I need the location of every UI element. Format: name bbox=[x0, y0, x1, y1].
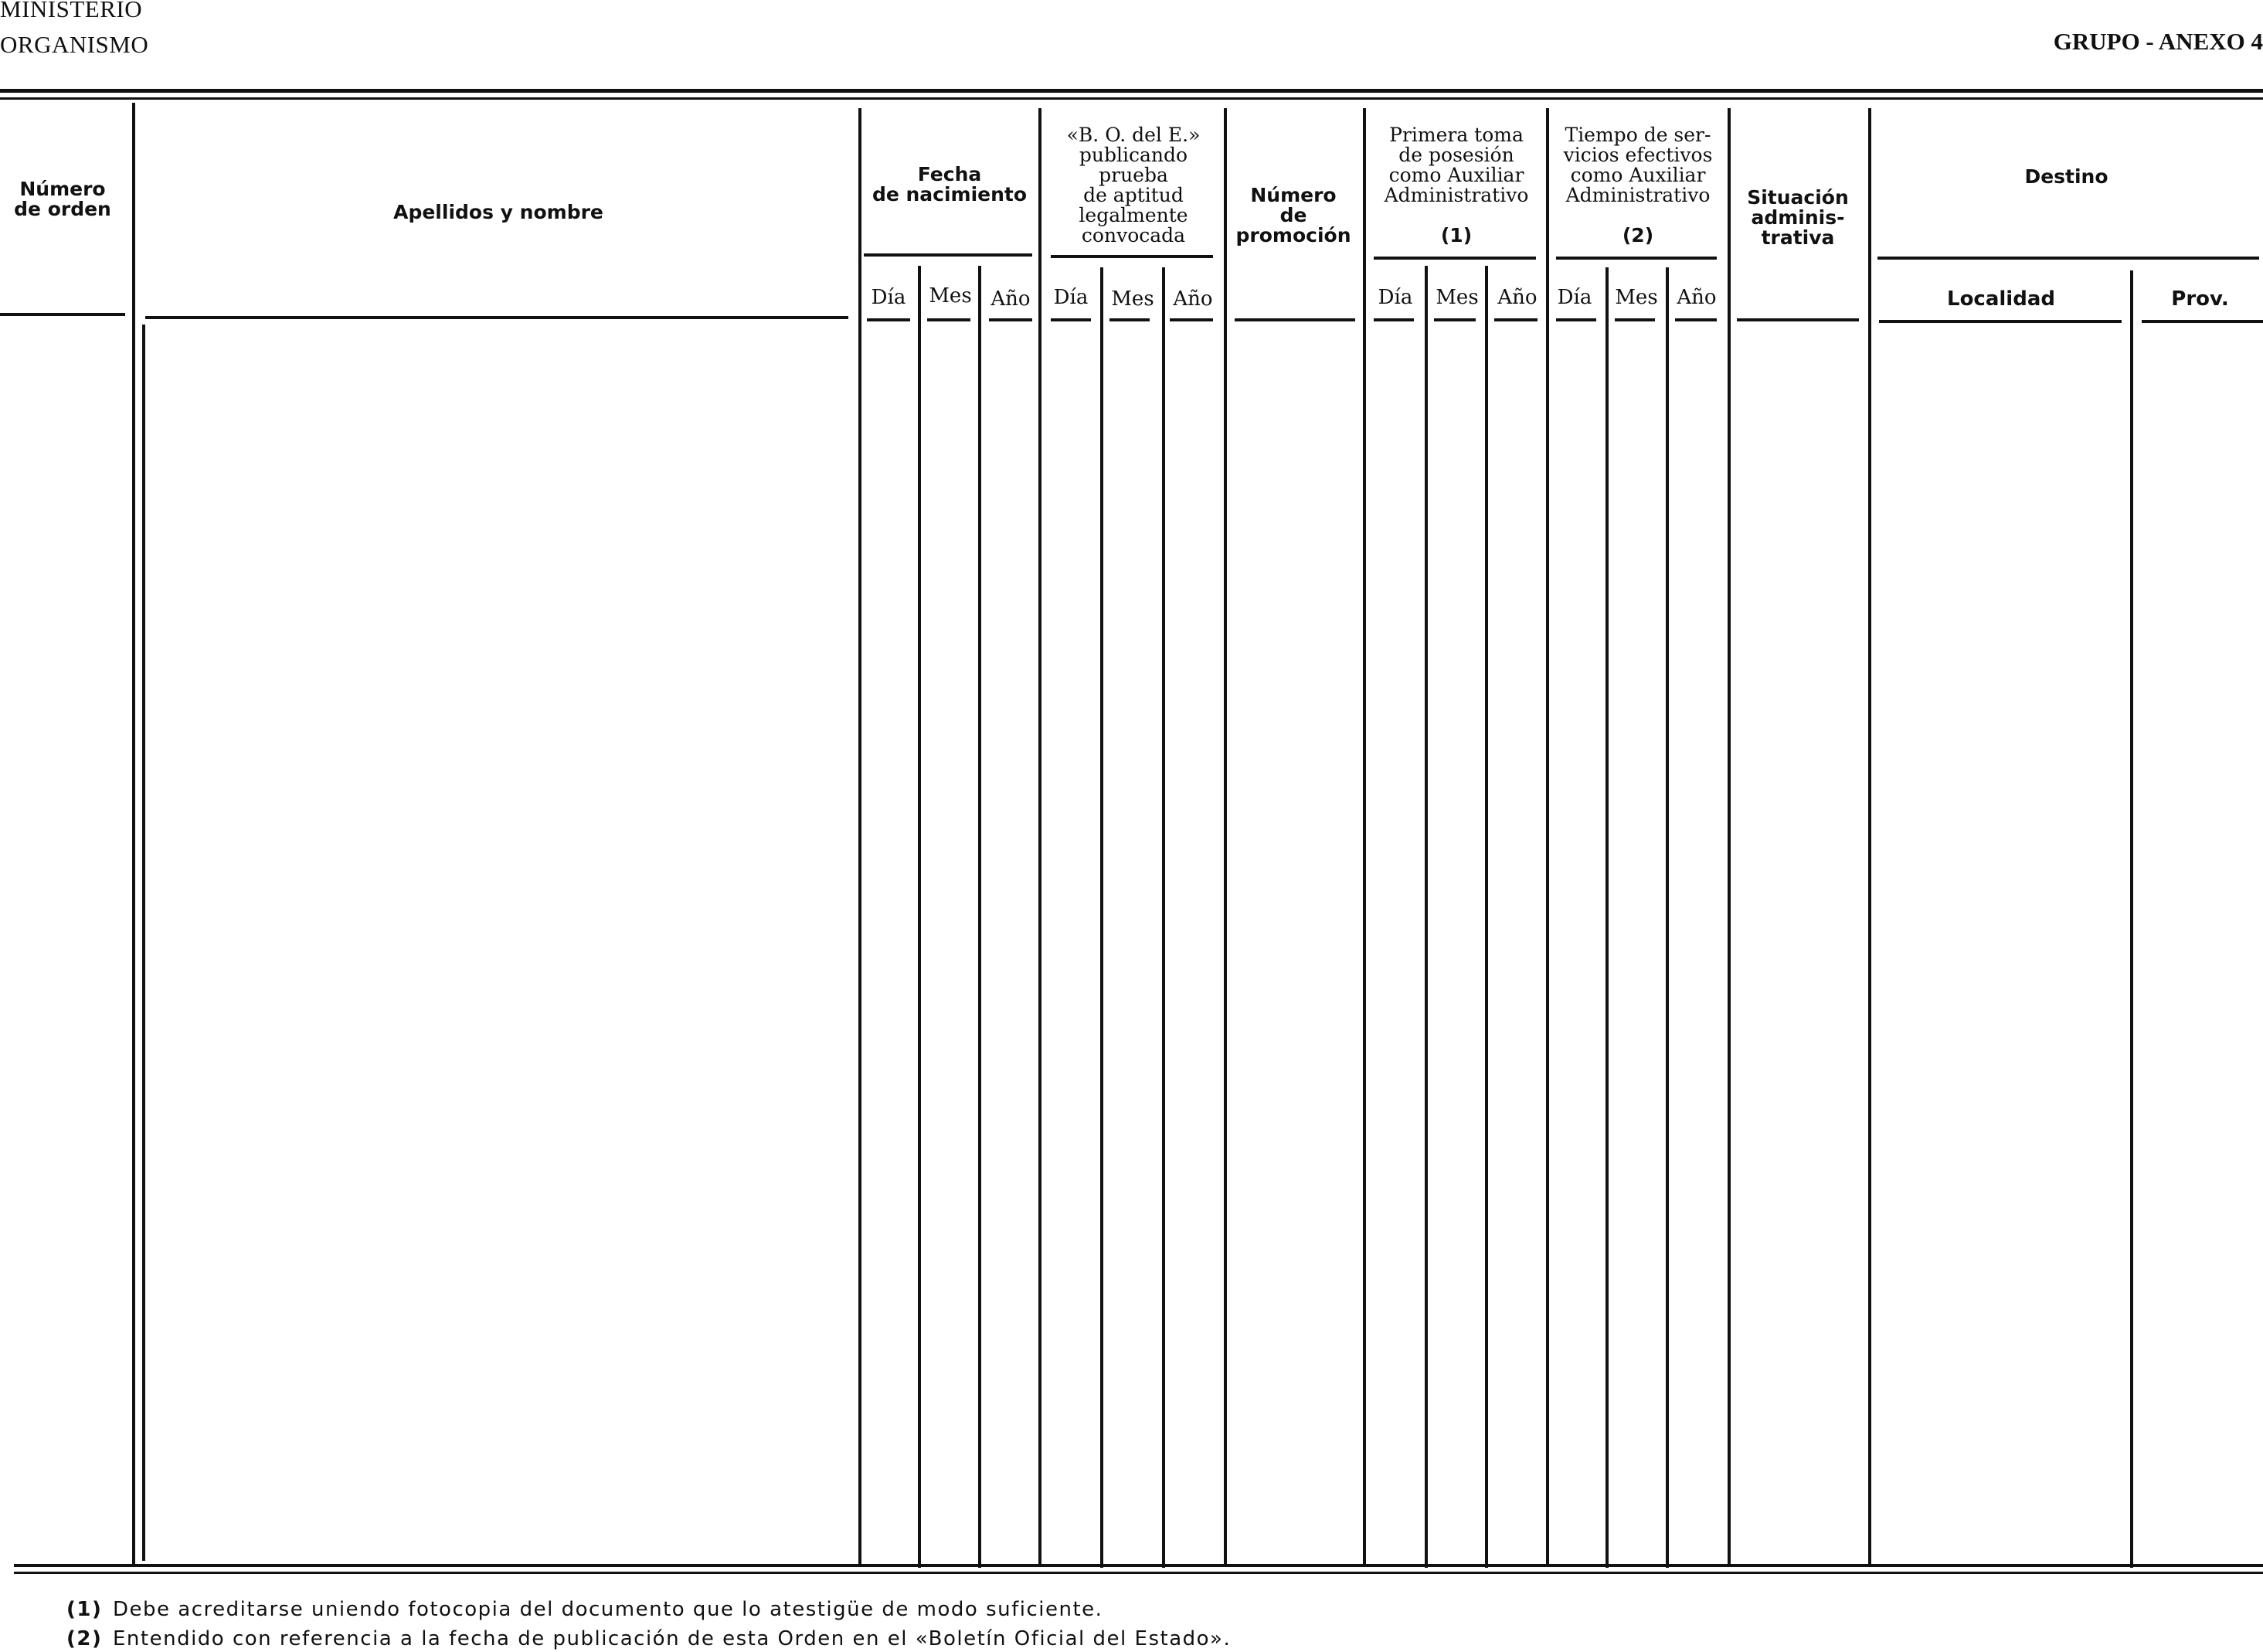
boe-ano-label: Año bbox=[1173, 287, 1213, 311]
divider-boe-promocion bbox=[1224, 108, 1227, 1565]
grupo-anexo-label: GRUPO - ANEXO 4 bbox=[2053, 28, 2263, 55]
header-apellidos: Apellidos y nombre bbox=[393, 201, 603, 223]
boe-group-underline bbox=[1051, 255, 1213, 258]
toma-ano-label: Año bbox=[1497, 286, 1538, 309]
divider-fecha-mes-ano bbox=[978, 266, 981, 1568]
header-primera-toma: Primera toma de posesión como Auxiliar Administrativo bbox=[1384, 124, 1529, 206]
header-rule-situacion bbox=[1737, 318, 1859, 321]
toma-group-underline bbox=[1374, 257, 1536, 260]
divider-promocion-toma bbox=[1363, 108, 1366, 1565]
header-rule-promocion bbox=[1235, 318, 1355, 321]
divider-toma-tiempo bbox=[1546, 108, 1549, 1565]
header-rule-boe-ano bbox=[1170, 318, 1213, 321]
ministerio-label: MINISTERIO bbox=[0, 0, 143, 22]
header-tiempo-servicios: Tiempo de ser- vicios efectivos como Auxiliar Administrativo bbox=[1563, 124, 1713, 206]
boe-mes-label: Mes bbox=[1111, 287, 1154, 311]
footnote-1-text: Debe acreditarse uniendo fotocopia del documento que lo atestigüe de modo suficiente. bbox=[113, 1598, 1103, 1621]
header-numero-promocion: Número de promoción bbox=[1235, 184, 1351, 246]
divider-apellidos-inner bbox=[142, 325, 145, 1561]
footnote-1-number: (1) bbox=[66, 1598, 103, 1621]
header-rule-toma-mes bbox=[1434, 318, 1476, 321]
fecha-ano-label: Año bbox=[990, 287, 1031, 311]
divider-boe-dia-mes bbox=[1100, 267, 1103, 1568]
header-rule-toma-ano bbox=[1494, 318, 1538, 321]
top-rule-thick bbox=[0, 89, 2263, 93]
bottom-rule-thick bbox=[14, 1564, 2263, 1567]
boe-dia-label: Día bbox=[1053, 286, 1089, 309]
top-rule-thin bbox=[0, 97, 2263, 100]
divider-situacion-destino bbox=[1868, 108, 1871, 1565]
header-numero-orden: Número de orden bbox=[14, 178, 111, 220]
fecha-dia-label: Día bbox=[871, 286, 906, 309]
toma-mes-label: Mes bbox=[1436, 286, 1479, 309]
header-fecha-nacimiento: Fecha de nacimiento bbox=[872, 163, 1028, 206]
header-rule-numero bbox=[0, 313, 125, 316]
divider-localidad-prov bbox=[2130, 270, 2133, 1568]
header-rule-fecha-dia bbox=[867, 318, 910, 321]
destino-prov-label: Prov. bbox=[2171, 287, 2229, 311]
footnote-2-number: (2) bbox=[66, 1627, 103, 1650]
divider-toma-mes-ano bbox=[1485, 266, 1488, 1568]
header-rule-fecha-mes bbox=[927, 318, 970, 321]
tiempo-group-underline bbox=[1556, 257, 1717, 260]
tiempo-mes-label: Mes bbox=[1615, 286, 1658, 309]
divider-fecha-dia-mes bbox=[918, 266, 921, 1568]
header-rule-toma-dia bbox=[1374, 318, 1414, 321]
fecha-mes-label: Mes bbox=[929, 284, 972, 308]
toma-dia-label: Día bbox=[1378, 286, 1413, 309]
header-rule-prov bbox=[2142, 320, 2263, 323]
divider-toma-dia-mes bbox=[1425, 266, 1428, 1568]
divider-fecha-boe bbox=[1038, 108, 1041, 1565]
tiempo-dia-label: Día bbox=[1557, 286, 1592, 309]
divider-tiempo-situacion bbox=[1728, 108, 1731, 1565]
tiempo-ano-label: Año bbox=[1677, 286, 1717, 309]
fecha-group-underline bbox=[864, 253, 1032, 257]
header-rule-boe-mes bbox=[1109, 318, 1150, 321]
header-primera-toma-note: (1) bbox=[1440, 224, 1473, 246]
header-rule-localidad bbox=[1879, 320, 2122, 323]
header-rule-fecha-ano bbox=[989, 318, 1032, 321]
header-boe: «B. O. del E.» publicando prueba de aptitud legalmente convocada bbox=[1066, 124, 1201, 246]
divider-numero-apellidos bbox=[132, 103, 135, 1567]
footnote-2-text: Entendido con referencia a la fecha de publicación de esta Orden en el «Boletín Oficial del Estado». bbox=[113, 1627, 1232, 1650]
header-rule-tiempo-ano bbox=[1675, 318, 1717, 321]
header-rule-tiempo-dia bbox=[1556, 318, 1596, 321]
divider-boe-mes-ano bbox=[1162, 267, 1165, 1568]
divider-tiempo-dia-mes bbox=[1606, 267, 1609, 1568]
header-rule-boe-dia bbox=[1051, 318, 1091, 321]
header-rule-tiempo-mes bbox=[1615, 318, 1655, 321]
destino-localidad-label: Localidad bbox=[1947, 287, 2055, 311]
destino-group-underline bbox=[1877, 257, 2259, 260]
organismo-label: ORGANISMO bbox=[0, 31, 149, 58]
header-destino: Destino bbox=[2024, 165, 2108, 188]
header-rule-apellidos bbox=[145, 316, 848, 319]
header-tiempo-servicios-note: (2) bbox=[1622, 224, 1654, 246]
divider-apellidos-fecha bbox=[858, 108, 861, 1565]
divider-tiempo-mes-ano bbox=[1666, 267, 1669, 1568]
bottom-rule-thin bbox=[14, 1572, 2263, 1574]
header-situacion: Situación adminis- trativa bbox=[1747, 186, 1849, 249]
